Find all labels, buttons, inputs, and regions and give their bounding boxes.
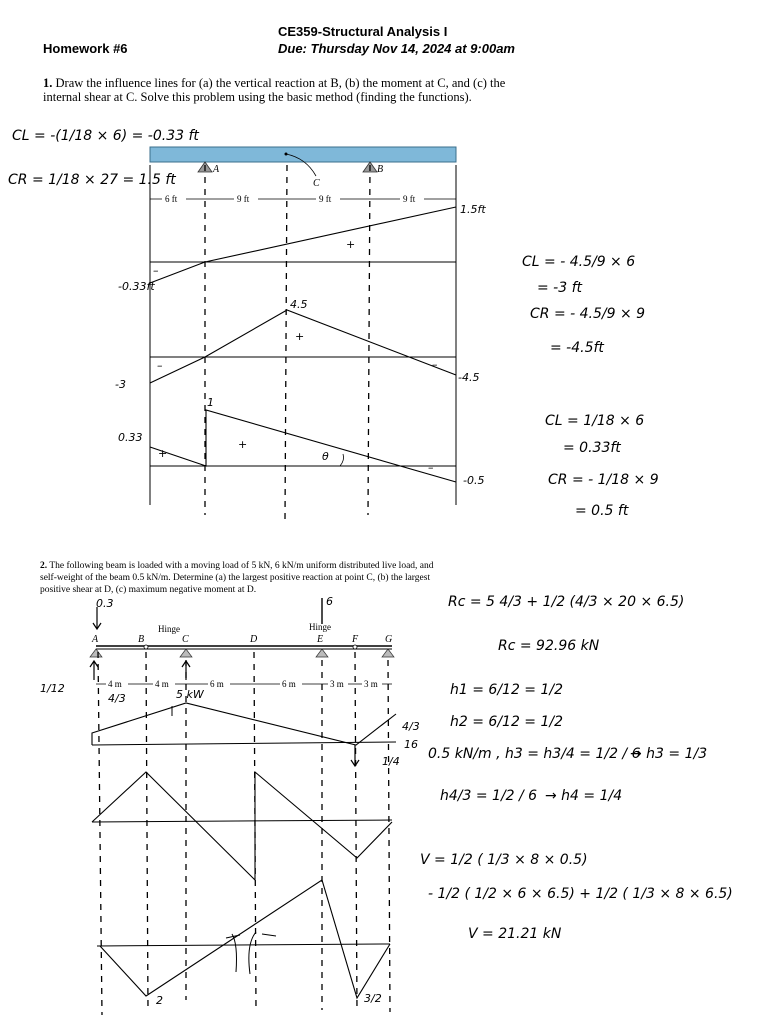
- p2-span-6: 3 m: [364, 679, 378, 689]
- p2-label-d: D: [250, 634, 258, 645]
- note-v-cr1: CR = - 1/18 × 9: [548, 472, 659, 488]
- minus-sign-4: –: [428, 461, 434, 474]
- val-3-2: 3/2: [364, 992, 382, 1005]
- val-neg-0-5: -0.5: [463, 474, 485, 487]
- p2-label-e: E: [317, 634, 324, 645]
- p2-label-f: F: [352, 634, 359, 645]
- p1-label-c: C: [313, 178, 320, 189]
- p1-label-b: B: [377, 164, 384, 175]
- note-h3-result: → h3 = 1/3: [630, 746, 708, 762]
- p2-span-2: 4 m: [155, 679, 169, 689]
- note-v-cr2: = 0.5 ft: [575, 503, 629, 519]
- val-5kw: 5 kW: [176, 688, 204, 701]
- val-neg-3: -3: [115, 378, 126, 391]
- note-v1: V = 1/2 ( 1/3 × 8 × 0.5): [420, 852, 588, 868]
- note-v-cl2: = 0.33ft: [563, 440, 621, 456]
- p1-span-4: 9 ft: [403, 194, 416, 204]
- note-v-cl1: CL = 1/18 × 6: [545, 413, 645, 429]
- val-4-5: 4.5: [290, 298, 308, 311]
- p2-label-a: A: [92, 634, 99, 645]
- problem-2-text: The following beam is loaded with a moving load of 5 kN, 6 kN/m uniform distributed live load, and self-weight of the beam 0.5 kN/m. Determine (a) the largest positive reaction at point C, (b) the largest positive shear at D, (c) maximum negative moment at D.: [40, 561, 434, 595]
- p1-label-a: A: [213, 164, 220, 175]
- p2-label-b: B: [138, 634, 145, 645]
- p1-beam: [150, 147, 456, 162]
- val-16: 16: [404, 738, 418, 751]
- p2-span-1: 4 m: [108, 679, 122, 689]
- load-6: 6: [326, 595, 333, 608]
- val-1-12: 1/12: [40, 682, 65, 695]
- note-h3: 0.5 kN/m , h3 = h3/4 = 1/2 / 6: [428, 746, 641, 762]
- val-1-4: 1/4: [382, 755, 400, 768]
- val-4-3: 4/3: [108, 692, 126, 705]
- theta-label: θ: [322, 450, 329, 463]
- plus-sign-1: +: [346, 238, 356, 251]
- note-m-cl1: CL = - 4.5/9 × 6: [522, 254, 636, 270]
- plus-sign-3: +: [238, 438, 248, 451]
- note-h4: h4/3 = 1/2 / 6: [440, 788, 538, 804]
- p1-span-2: 9 ft: [237, 194, 250, 204]
- note-rc1: Rc = 5 4/3 + 1/2 (4/3 × 20 × 6.5): [448, 594, 685, 610]
- plus-sign-2: +: [295, 330, 305, 343]
- val-4-3-right: 4/3: [402, 720, 420, 733]
- p2-hinge-2: Hinge: [309, 622, 331, 632]
- p2-span-4: 6 m: [282, 679, 296, 689]
- p1-span-1: 6 ft: [165, 194, 178, 204]
- val-neg-0-33: -0.33ft: [118, 280, 155, 293]
- p2-label-c: C: [182, 634, 189, 645]
- problem-2-number: 2.: [40, 561, 48, 571]
- load-0-3: 0.3: [96, 597, 114, 610]
- val-0-33: 0.33: [118, 431, 143, 444]
- note-h1: h1 = 6/12 = 1/2: [450, 682, 564, 698]
- note-cl-top: CL = -(1/18 × 6) = -0.33 ft: [12, 128, 199, 144]
- note-m-cr2: = -4.5ft: [550, 340, 604, 356]
- note-m-cr1: CR = - 4.5/9 × 9: [530, 306, 646, 322]
- val-2: 2: [156, 994, 163, 1007]
- problem-1-text: Draw the influence lines for (a) the vertical reaction at B, (b) the moment at C, and (c) the internal shear at C. Solve this problem using the basic method (finding the functions).: [43, 76, 506, 104]
- note-cr-top: CR = 1/18 × 27 = 1.5 ft: [8, 172, 176, 188]
- note-rc2: Rc = 92.96 kN: [498, 638, 600, 654]
- val-1: 1: [207, 396, 214, 409]
- val-1-5ft: 1.5ft: [460, 203, 486, 216]
- minus-sign-3: –: [432, 358, 438, 371]
- note-v2: - 1/2 ( 1/2 × 6 × 6.5) + 1/2 ( 1/3 × 8 × 6.5): [428, 886, 733, 902]
- note-h2: h2 = 6/12 = 1/2: [450, 714, 564, 730]
- course-title: CE359-Structural Analysis I: [278, 24, 448, 39]
- p2-span-3: 6 m: [210, 679, 224, 689]
- minus-sign-1: –: [153, 264, 159, 277]
- p2-span-5: 3 m: [330, 679, 344, 689]
- p2-hinge-1: Hinge: [158, 624, 180, 634]
- homework-label: Homework #6: [43, 41, 128, 56]
- note-h4-result: → h4 = 1/4: [545, 788, 623, 804]
- val-neg-4-5: -4.5: [458, 371, 480, 384]
- minus-sign-2: –: [157, 359, 163, 372]
- note-v3: V = 21.21 kN: [468, 926, 562, 942]
- note-m-cl2: = -3 ft: [537, 280, 583, 296]
- problem-1-number: 1.: [43, 76, 53, 90]
- plus-sign-4: +: [158, 447, 168, 460]
- p2-label-g: G: [385, 634, 393, 645]
- due-date: Due: Thursday Nov 14, 2024 at 9:00am: [278, 41, 515, 56]
- p1-span-3: 9 ft: [319, 194, 332, 204]
